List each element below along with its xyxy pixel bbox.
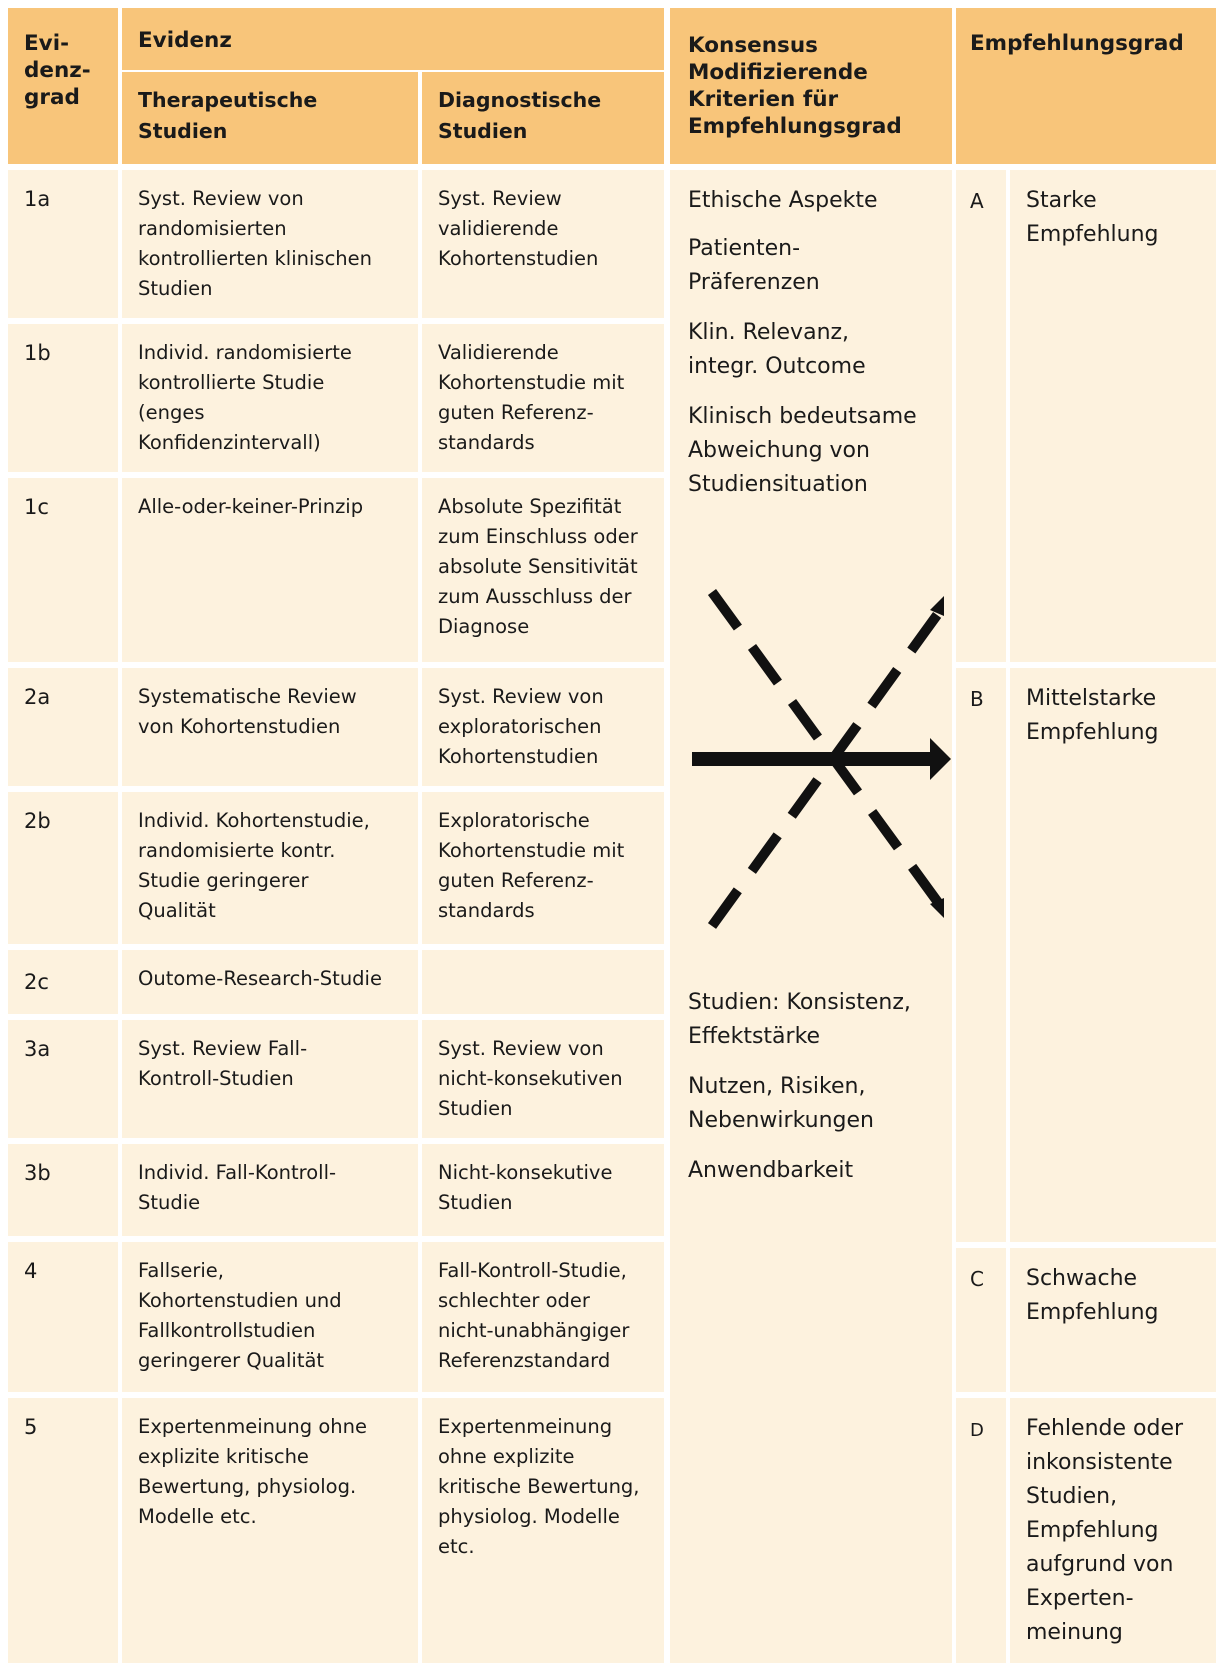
empfehlung-letter: D [970,1420,984,1441]
header-konsensus-label: Konsensus Modifizierende Kriterien für Empfehlungsgrad [688,33,902,139]
empfehlung-letter: B [970,687,984,711]
konsensus-anwendbarkeit: Anwendbarkeit [688,1158,854,1183]
empfehlung-letter: C [970,1267,984,1291]
diagnostisch-text: Absolute Spezifität zum Einschluss oder absolute Sensitivität zum Ausschluss der Diagnose [438,495,638,638]
konsensus-patienten-praeferenzen: Patienten- Präferenzen [688,236,820,295]
therapeutisch-text: Syst. Review von randomisierten kontrollierten klinischen Studien [138,187,373,300]
empfehlung-text: Schwache Empfehlung [1026,1266,1159,1325]
grade-label: 4 [24,1259,38,1283]
diagnostisch-text: Validierende Kohortenstudie mit guten Referenz- standards [438,341,625,454]
empfehlung-text: Mittelstarke Empfehlung [1026,686,1159,745]
header-therapeutisch-label: Therapeutische Studien [138,88,318,143]
grade-label: 1a [24,187,51,211]
solid-arrow-head [930,738,951,780]
grade-label: 2a [24,685,51,709]
therapeutisch-text: Individ. Fall-Kontroll- Studie [138,1161,337,1214]
empfehlung-text: Fehlende oder inkonsistente Studien, Empfehlung aufgrund von Experten- meinung [1026,1416,1184,1645]
grade-label: 2b [24,809,51,833]
therapeutisch-text: Expertenmeinung ohne explizite kritische Bewertung, physiolog. Modelle etc. [138,1415,367,1528]
header-diagnostisch-label: Diagnostische Studien [438,88,602,143]
konsensus-klin-relevanz: Klin. Relevanz, integr. Outcome [688,320,866,379]
diagnostisch-text: Expertenmeinung ohne explizite kritische Bewertung, physiolog. Modelle etc. [438,1415,640,1558]
therapeutisch-text: Fallserie, Kohortenstudien und Fallkontrollstudien geringerer Qualität [138,1259,342,1372]
therapeutisch-text: Systematische Review von Kohortenstudien [138,685,357,738]
diagnostisch-text: Syst. Review von exploratorischen Kohortenstudien [438,685,604,768]
konsensus-ethische-aspekte: Ethische Aspekte [688,188,878,213]
empfehlung-text: Starke Empfehlung [1026,188,1159,247]
diagnostisch-text: Syst. Review validierende Kohortenstudien [438,187,599,270]
grade-label: 3a [24,1037,51,1061]
therapeutisch-text: Outome-Research-Studie [138,967,382,990]
dashed-up-arrowhead [930,596,944,616]
empfehlung-letter: A [970,189,984,213]
diagnostisch-text: Exploratorische Kohortenstudie mit guten Referenz- standards [438,809,625,922]
therapeutisch-text: Individ. Kohortenstudie, randomisierte kontr. Studie geringerer Qualität [138,809,370,922]
diagnostisch-text: Fall-Kontroll-Studie, schlechter oder nicht-unabhängiger Referenzstandard [438,1259,630,1372]
diagnostisch-text: Nicht-konsekutive Studien [438,1161,613,1214]
therapeutisch-text: Individ. randomisierte kontrollierte Studie (enges Konfidenzintervall) [138,341,352,454]
therapeutisch-text: Alle-oder-keiner-Prinzip [138,495,364,518]
header-empfehlungsgrad-label: Empfehlungsgrad [970,31,1184,56]
therapeutisch-text: Syst. Review Fall- Kontroll-Studien [138,1037,308,1090]
konsensus-konsistenz: Studien: Konsistenz, Effektstärke [688,990,911,1049]
grade-label: 1b [24,341,51,365]
diagnostisch-text: Syst. Review von nicht-konsekutiven Studien [438,1037,623,1120]
header-evidenz-label: Evidenz [138,28,232,53]
solid-arrow-shaft [692,752,932,766]
grade-label: 3b [24,1161,51,1185]
grade-label: 2c [24,970,49,994]
grade-label: 1c [24,495,49,519]
grade-label: 5 [24,1415,38,1439]
header-evidenzgrad-label: Evi- denz- grad [24,31,91,110]
konsensus-nutzen-risiken: Nutzen, Risiken, Nebenwirkungen [688,1074,874,1133]
konsensus-abweichung: Klinisch bedeutsame Abweichung von Studiensituation [688,404,917,497]
